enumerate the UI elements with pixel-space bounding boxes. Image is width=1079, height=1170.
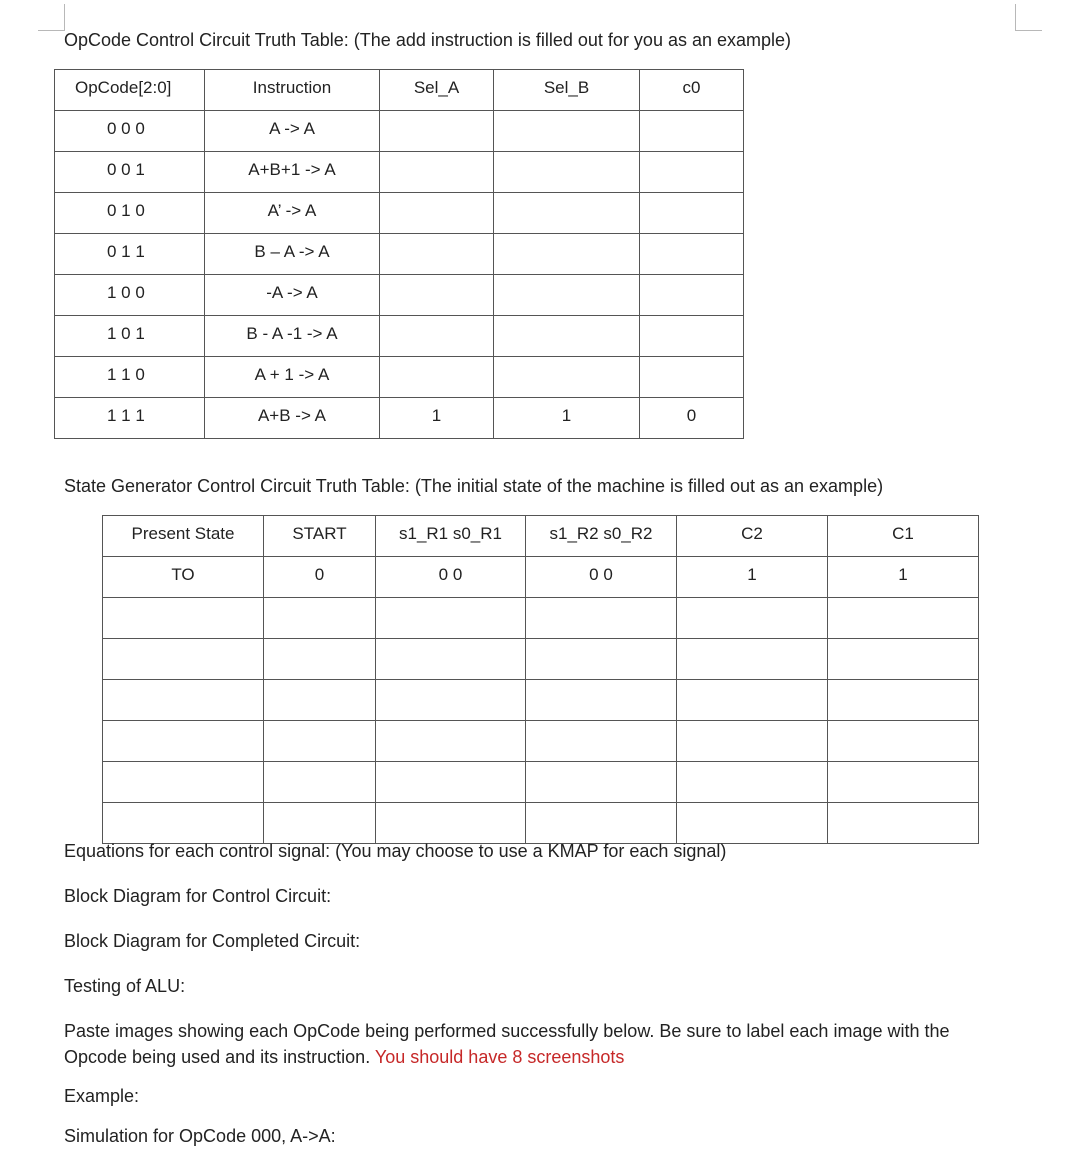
table-row (55, 275, 744, 316)
table-cell: 0 0 1 (55, 152, 205, 193)
table-cell (828, 680, 979, 721)
header-row (55, 70, 744, 111)
table-cell (526, 721, 677, 762)
table-cell (526, 680, 677, 721)
paste-instructions-line2 (64, 1047, 624, 1068)
column-header: OpCode[2:0] (55, 70, 205, 111)
table-cell (494, 275, 640, 316)
table-cell (526, 639, 677, 680)
table-cell (264, 803, 376, 844)
table-row (103, 598, 979, 639)
table-cell (640, 234, 744, 275)
table-cell (828, 639, 979, 680)
table-cell (376, 762, 526, 803)
table-cell (677, 680, 828, 721)
table-cell: TO (103, 557, 264, 598)
table-cell (526, 803, 677, 844)
paste-instructions-text: Opcode being used and its instruction. (64, 1047, 371, 1067)
equations-heading: Equations for each control signal: (You may choose to use a KMAP for each signal) (64, 841, 727, 861)
table-cell (828, 598, 979, 639)
table-cell: 0 (640, 398, 744, 439)
table-row (103, 803, 979, 844)
block-diagram-completed-heading: Block Diagram for Completed Circuit: (64, 931, 361, 951)
table-cell (640, 316, 744, 357)
table-row (103, 557, 979, 598)
column-header: s1_R2 s0_R2 (526, 516, 677, 557)
table-cell (677, 721, 828, 762)
table-cell (376, 721, 526, 762)
table-cell: B – A -> A (205, 234, 380, 275)
table-cell (380, 275, 494, 316)
column-header: s1_R1 s0_R1 (376, 516, 526, 557)
table-cell: A -> A (205, 111, 380, 152)
table-cell (103, 639, 264, 680)
table-cell (376, 803, 526, 844)
table-cell (640, 193, 744, 234)
column-header: Present State (103, 516, 264, 557)
table-cell (380, 111, 494, 152)
table-cell (677, 639, 828, 680)
table-row (55, 152, 744, 193)
table-cell: 1 (677, 557, 828, 598)
header-row (103, 516, 979, 557)
table-row (55, 234, 744, 275)
table-cell (103, 803, 264, 844)
table-row (103, 639, 979, 680)
table-cell (103, 762, 264, 803)
table-cell (103, 680, 264, 721)
table-cell: 1 0 1 (55, 316, 205, 357)
table-cell: A+B+1 -> A (205, 152, 380, 193)
page-corner-marker-left (38, 4, 65, 31)
table-cell (380, 234, 494, 275)
table-cell (103, 721, 264, 762)
table-cell (828, 803, 979, 844)
column-header: C2 (677, 516, 828, 557)
column-header: C1 (828, 516, 979, 557)
table-cell (376, 680, 526, 721)
table-row (55, 111, 744, 152)
column-header: c0 (640, 70, 744, 111)
table-cell: B - A -1 -> A (205, 316, 380, 357)
table-cell (494, 357, 640, 398)
table-row (55, 316, 744, 357)
table-row (55, 357, 744, 398)
table-cell (264, 762, 376, 803)
table-cell (640, 152, 744, 193)
simulation-caption: Simulation for OpCode 000, A->A: (64, 1126, 336, 1146)
table-cell: 1 (828, 557, 979, 598)
table-cell: 0 0 (526, 557, 677, 598)
screenshot-requirement-note: You should have 8 screenshots (374, 1047, 625, 1067)
page-corner-marker-right (1015, 4, 1042, 31)
table-cell (264, 639, 376, 680)
table-cell (640, 357, 744, 398)
table-row (55, 398, 744, 439)
column-header: START (264, 516, 376, 557)
table-cell: A+B -> A (205, 398, 380, 439)
state-generator-truth-table (102, 515, 979, 844)
table-cell (494, 193, 640, 234)
column-header: Instruction (205, 70, 380, 111)
table-cell (494, 111, 640, 152)
table-cell (264, 598, 376, 639)
table-cell: A + 1 -> A (205, 357, 380, 398)
table-cell: 0 (264, 557, 376, 598)
table-cell: 1 (380, 398, 494, 439)
paste-instructions-line1: Paste images showing each OpCode being performed successfully below. Be sure to label each image with the (64, 1021, 950, 1041)
table-cell (264, 721, 376, 762)
table-cell: 0 0 0 (55, 111, 205, 152)
table-cell (828, 762, 979, 803)
table-cell (828, 721, 979, 762)
table-cell (380, 316, 494, 357)
table-cell: A’ -> A (205, 193, 380, 234)
block-diagram-control-heading: Block Diagram for Control Circuit: (64, 886, 332, 906)
table-cell: 1 1 0 (55, 357, 205, 398)
table-cell (494, 234, 640, 275)
table-cell (640, 275, 744, 316)
table-row (103, 680, 979, 721)
table-cell (380, 193, 494, 234)
example-heading: Example: (64, 1086, 140, 1106)
table-cell: 0 0 (376, 557, 526, 598)
testing-heading: Testing of ALU: (64, 976, 186, 996)
table-cell (677, 762, 828, 803)
table-row (103, 762, 979, 803)
table-cell (677, 803, 828, 844)
table-cell (380, 357, 494, 398)
column-header: Sel_B (494, 70, 640, 111)
table-cell (376, 639, 526, 680)
table-cell (494, 152, 640, 193)
table-cell: 0 1 1 (55, 234, 205, 275)
table-row (103, 721, 979, 762)
table-cell: -A -> A (205, 275, 380, 316)
table-cell (526, 598, 677, 639)
table-cell (677, 598, 828, 639)
opcode-table-title: OpCode Control Circuit Truth Table: (The add instruction is filled out for you as an example) (64, 30, 792, 50)
table-cell (264, 680, 376, 721)
table-cell: 1 (494, 398, 640, 439)
table-cell (640, 111, 744, 152)
table-cell (526, 762, 677, 803)
state-table-title: State Generator Control Circuit Truth Table: (The initial state of the machine is filled out as an example) (64, 476, 884, 496)
table-cell: 1 0 0 (55, 275, 205, 316)
table-cell (376, 598, 526, 639)
table-row (55, 193, 744, 234)
opcode-truth-table (54, 69, 744, 439)
column-header: Sel_A (380, 70, 494, 111)
table-cell (494, 316, 640, 357)
table-cell (103, 598, 264, 639)
table-cell: 0 1 0 (55, 193, 205, 234)
table-cell (380, 152, 494, 193)
table-cell: 1 1 1 (55, 398, 205, 439)
